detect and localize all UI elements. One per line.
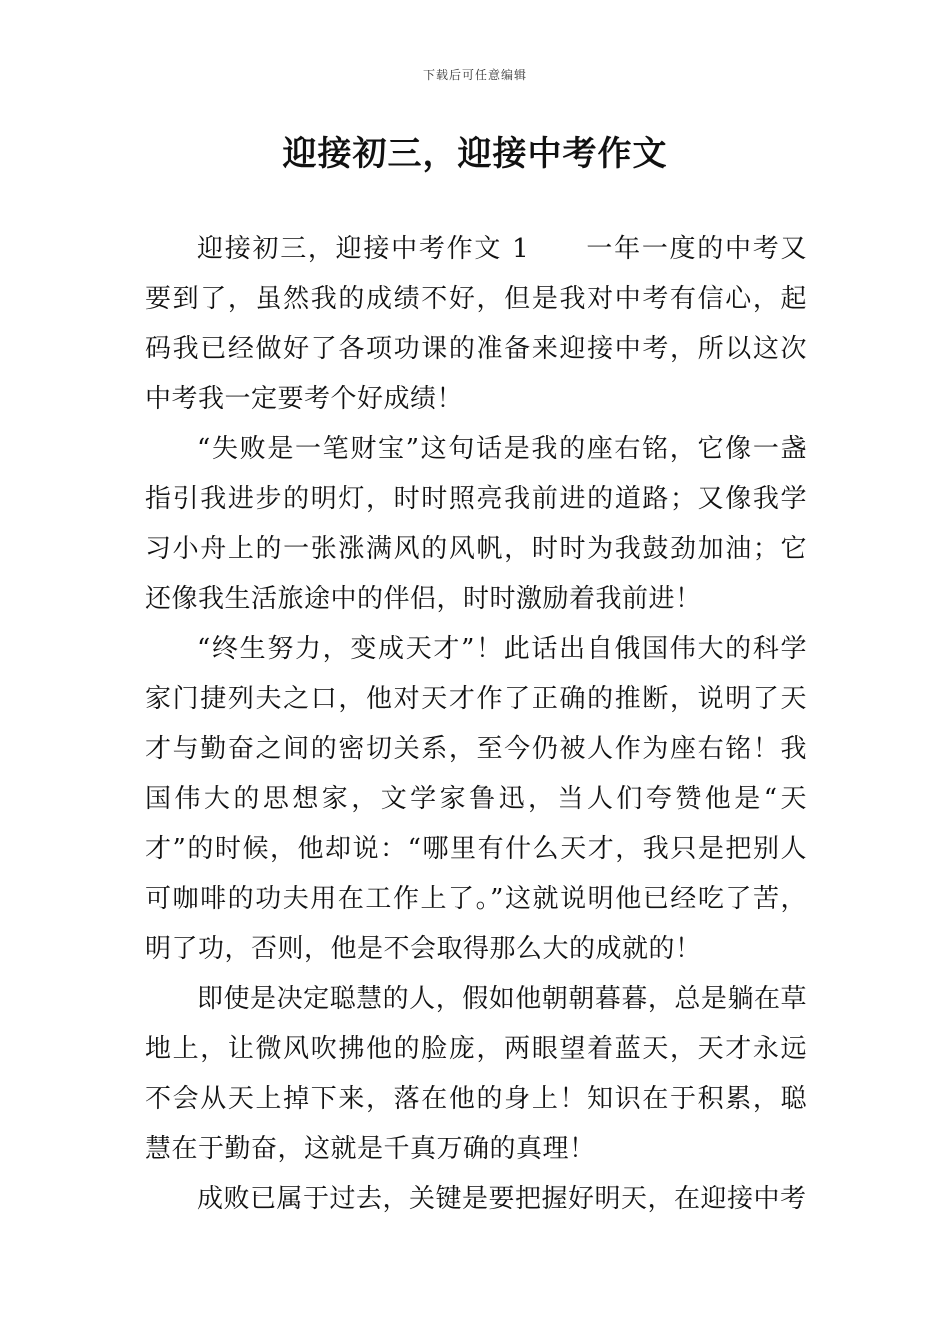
header-note: 下载后可任意编辑	[422, 68, 527, 82]
paragraph-1-text: 一年一度的中考又要到了，虽然我的成绩不好，但是我对中考有信心，起码我已经做好了各项功课的准备来迎接中考，所以这次中考我一定要考个好成绩！	[145, 234, 807, 414]
paragraph-1	[145, 224, 807, 424]
paragraph-2: “失败是一笔财宝”这句话是我的座右铭，它像一盏指引我进步的明灯，时时照亮我前进的道路；又像我学习小舟上的一张涨满风的风帆，时时为我鼓劲加油；它还像我生活旅途中的伴侣，时时激励着我前进！	[145, 434, 807, 614]
paragraph-5: 成败已属于过去，关键是要把握好明天，在迎接中考	[197, 1184, 807, 1214]
document-title: 迎接初三，迎接中考作文	[282, 134, 668, 174]
document-body	[145, 224, 807, 1224]
paragraph-1-lead: 迎接初三，迎接中考作文 1	[197, 234, 530, 264]
paragraph-4: 即使是决定聪慧的人，假如他朝朝暮暮，总是躺在草地上，让微风吹拂他的脸庞，两眼望着蓝天，天才永远不会从天上掉下来，落在他的身上！知识在于积累，聪慧在于勤奋，这就是千真万确的真理！	[145, 984, 807, 1164]
paragraph-3: “终生努力，变成天才”！此话出自俄国伟大的科学家门捷列夫之口，他对天才作了正确的推断，说明了天才与勤奋之间的密切关系，至今仍被人作为座右铭！我国伟大的思想家，文学家鲁迅，当人们夸赞他是“天才”的时候，他却说：“哪里有什么天才，我只是把别人可咖啡的功夫用在工作上了。”这就说明他已经吃了苦，明了功，否则，他是不会取得那么大的成就的！	[145, 634, 807, 964]
